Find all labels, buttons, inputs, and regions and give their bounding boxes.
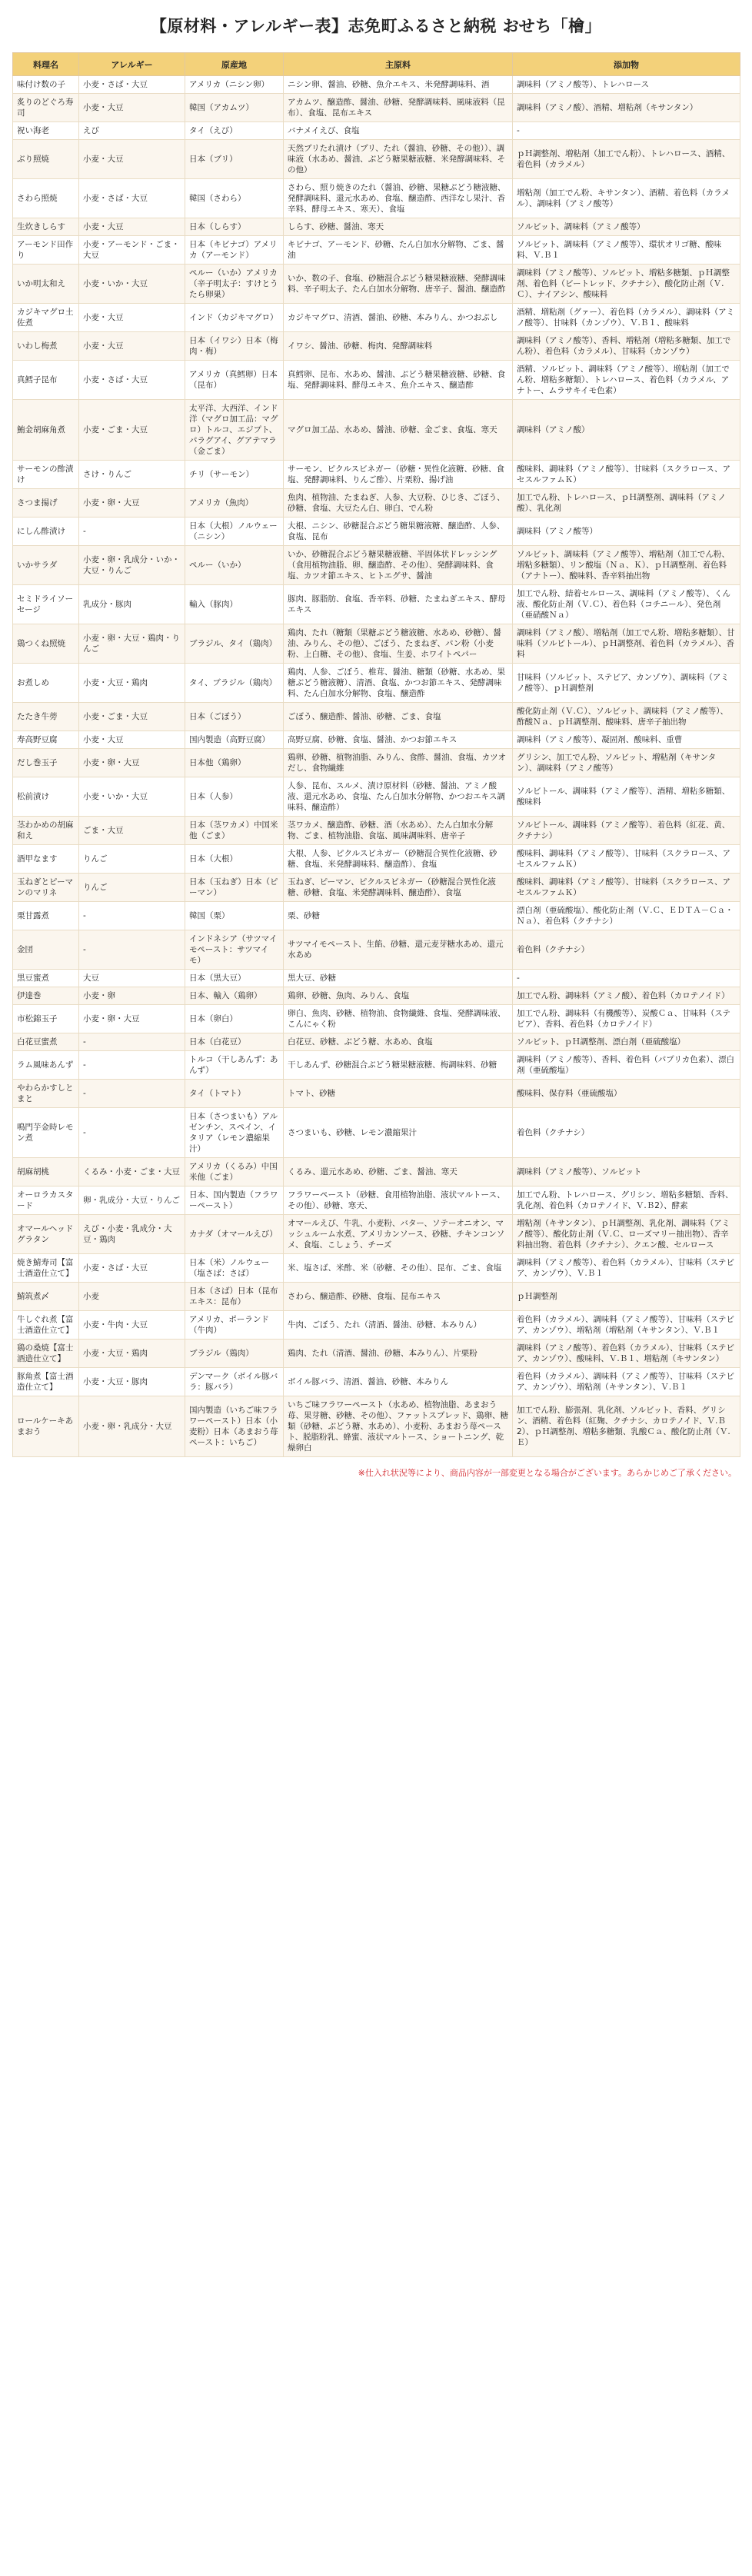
allergens-cell: 小麦・大豆 — [79, 332, 185, 361]
main-ingredients-cell: 高野豆腐、砂糖、食塩、醤油、かつお節エキス — [284, 731, 513, 749]
additives-cell: ソルビット、ｐＨ調整剤、漂白剤（亜硫酸塩） — [513, 1033, 740, 1051]
allergens-cell: 小麦・卵・大豆 — [79, 489, 185, 518]
main-ingredients-cell: 黒大豆、砂糖 — [284, 970, 513, 987]
main-ingredients-cell: 栗、砂糖 — [284, 902, 513, 930]
dish-name-cell: 伊達巻 — [13, 987, 79, 1005]
main-ingredients-cell: 鶏肉、たれ（糖類（果糖ぶどう糖液糖、水あめ、砂糖）、醤油、みりん、その他）、ごぼう、たまねぎ、パン粉（小麦粉、上白糖、その他）、食塩、生姜、ホワイトペパー — [284, 624, 513, 664]
additives-cell: 調味料（アミノ酸） — [513, 400, 740, 461]
additives-cell: 加工でん粉、調味料（有機酸等）、炭酸Ｃａ、甘味料（ステビア）、香料、着色料（カロテノイド） — [513, 1005, 740, 1033]
table-row — [13, 332, 740, 361]
additives-cell: 着色料（クチナシ） — [513, 930, 740, 970]
table-row — [13, 1368, 740, 1396]
additives-cell: 調味料（アミノ酸等）、着色料（カラメル）、甘味料（ステビア、カンゾウ）、Ｖ.Ｂ１ — [513, 1254, 740, 1283]
table-row — [13, 987, 740, 1005]
table-row — [13, 140, 740, 179]
origin-cell: アメリカ（魚肉） — [185, 489, 284, 518]
dish-name-cell: さわら照焼 — [13, 179, 79, 218]
table-body — [13, 76, 740, 1457]
allergens-cell: 小麦・さば・大豆 — [79, 76, 185, 94]
main-ingredients-cell: 鶏卵、砂糖、魚肉、みりん、食塩 — [284, 987, 513, 1005]
table-row — [13, 236, 740, 265]
table-row — [13, 1108, 740, 1158]
main-ingredients-cell: フラワーペースト（砂糖、食用植物油脂、液状マルトース、その他）、砂糖、寒天、 — [284, 1186, 513, 1215]
main-ingredients-cell: さつまいも、砂糖、レモン濃縮果汁 — [284, 1108, 513, 1158]
table-row — [13, 122, 740, 140]
header-main-ingredients: 主原料 — [284, 53, 513, 76]
allergens-cell: 小麦・大豆 — [79, 731, 185, 749]
additives-cell: ソルビット、調味料（アミノ酸等）、増粘剤（加工でん粉、増粘多糖類）、リン酸塩（Ｎａ、Ｋ）、ｐＨ調整剤、着色料（アナトー）、酸味料、香辛料抽出物 — [513, 546, 740, 585]
main-ingredients-cell: 豚肉、豚脂肪、食塩、香辛料、砂糖、たまねぎエキス、酵母エキス — [284, 585, 513, 624]
additives-cell: 漂白剤（亜硫酸塩）、酸化防止剤（Ｖ.Ｃ、ＥＤＴＡ－Ｃａ・Ｎａ）、着色料（クチナシ） — [513, 902, 740, 930]
main-ingredients-cell: キビナゴ、アーモンド、砂糖、たん白加水分解物、ごま、醤油 — [284, 236, 513, 265]
origin-cell: 韓国（アカムツ） — [185, 94, 284, 122]
allergens-cell: 小麦・ごま・大豆 — [79, 703, 185, 731]
allergens-cell: 小麦・大豆 — [79, 304, 185, 332]
main-ingredients-cell: トマト、砂糖 — [284, 1080, 513, 1108]
dish-name-cell: 焼き鯖寿司【富士酒造仕立て】 — [13, 1254, 79, 1283]
main-ingredients-cell: 卵白、魚肉、砂糖、植物油、食物繊維、食塩、発酵調味液、こんにゃく粉 — [284, 1005, 513, 1033]
origin-cell: インド（カジキマグロ） — [185, 304, 284, 332]
table-row — [13, 1283, 740, 1311]
additives-cell: ソルビトール、調味料（アミノ酸等）、着色料（紅花、黄、クチナシ） — [513, 817, 740, 845]
origin-cell: チリ（サーモン） — [185, 461, 284, 489]
main-ingredients-cell: 米、塩さば、米酢、米（砂糖、その他）、昆布、ごま、食塩 — [284, 1254, 513, 1283]
main-ingredients-cell: オマールえび、牛乳、小麦粉、バター、ソテーオニオン、マッシュルーム水煮、アメリカンソース、砂糖、チキンコンソメ、食塩、こしょう、チーズ — [284, 1215, 513, 1254]
main-ingredients-cell: 大根、人参、ピクルスビネガー（砂糖混合異性化液糖、砂糖、食塩、米発酵調味料、醸造酢）、食塩 — [284, 845, 513, 874]
main-ingredients-cell: 大根、ニシン、砂糖混合ぶどう糖果糖液糖、醸造酢、人参、食塩、昆布 — [284, 518, 513, 546]
additives-cell: 調味料（アミノ酸等）、ソルビット — [513, 1158, 740, 1186]
origin-cell: 日本（さば）日本（昆布エキス：昆布） — [185, 1283, 284, 1311]
table-row — [13, 1186, 740, 1215]
allergen-table — [12, 52, 740, 1457]
table-row — [13, 703, 740, 731]
header-additives: 添加物 — [513, 53, 740, 76]
additives-cell: - — [513, 970, 740, 987]
main-ingredients-cell: カジキマグロ、清酒、醤油、砂糖、本みりん、かつおぶし — [284, 304, 513, 332]
additives-cell: 酒精、ソルビット、調味料（アミノ酸等）、増粘剤（加工でん粉、増粘多糖類）、トレハロース、着色料（カラメル、アナトー、ムラサキイモ色素） — [513, 361, 740, 400]
table-row — [13, 845, 740, 874]
allergens-cell: 小麦・大豆・豚肉 — [79, 1368, 185, 1396]
disclaimer-note: ※仕入れ状況等により、商品内容が一部変更となる場合がございます。あらかじめご了承ください。 — [358, 1468, 737, 1478]
table-row — [13, 1396, 740, 1457]
table-row — [13, 817, 740, 845]
dish-name-cell: 炙りのどぐろ寿司 — [13, 94, 79, 122]
main-ingredients-cell: 人参、昆布、スルメ、漬け原材料（砂糖、醤油、アミノ酸液、還元水あめ、食塩、たん白加水分解物、かつおエキス調味料、醸造酢） — [284, 777, 513, 817]
allergens-cell: 小麦・卵・大豆 — [79, 1005, 185, 1033]
main-ingredients-cell: バナメイえび、食塩 — [284, 122, 513, 140]
table-row — [13, 361, 740, 400]
allergens-cell: 小麦・大豆 — [79, 140, 185, 179]
allergens-cell: 小麦・アーモンド・ごま・大豆 — [79, 236, 185, 265]
main-ingredients-cell: いか、砂糖混合ぶどう糖果糖液糖、半固体状ドレッシング（食用植物油脂、卵、醸造酢、その他）、発酵調味料、食塩、カツオ節エキス、ヒトエグサ、醤油 — [284, 546, 513, 585]
allergens-cell: 小麦・ごま・大豆 — [79, 400, 185, 461]
header-dish-name: 料理名 — [13, 53, 79, 76]
table-row — [13, 749, 740, 777]
table-row — [13, 1340, 740, 1368]
dish-name-cell: 鳴門芋金時レモン煮 — [13, 1108, 79, 1158]
additives-cell: 酸味料、調味料（アミノ酸等）、甘味料（スクラロース、アセスルファムＫ） — [513, 461, 740, 489]
origin-cell: 日本（黒大豆） — [185, 970, 284, 987]
main-ingredients-cell: 鶏卵、砂糖、植物油脂、みりん、食酢、醤油、食塩、カツオだし、食物繊維 — [284, 749, 513, 777]
table-row — [13, 1158, 740, 1186]
allergens-cell: くるみ・小麦・ごま・大豆 — [79, 1158, 185, 1186]
additives-cell: 加工でん粉、結着セルロース、調味料（アミノ酸等）、くん液、酸化防止剤（Ｖ.Ｃ）、着色料（コチニール）、発色剤（亜硝酸Ｎａ） — [513, 585, 740, 624]
dish-name-cell: 松前漬け — [13, 777, 79, 817]
dish-name-cell: 胡麻胡桃 — [13, 1158, 79, 1186]
origin-cell: 日本（卵白） — [185, 1005, 284, 1033]
origin-cell: 日本（ごぼう） — [185, 703, 284, 731]
table-row — [13, 1080, 740, 1108]
table-row — [13, 1215, 740, 1254]
table-row — [13, 1051, 740, 1080]
origin-cell: ペルー（いか） — [185, 546, 284, 585]
origin-cell: 日本（しらす） — [185, 218, 284, 236]
dish-name-cell: にしん酢漬け — [13, 518, 79, 546]
dish-name-cell: オマールヘッドグラタン — [13, 1215, 79, 1254]
allergens-cell: - — [79, 1108, 185, 1158]
dish-name-cell: 寿高野豆腐 — [13, 731, 79, 749]
origin-cell: タイ（トマト） — [185, 1080, 284, 1108]
origin-cell: 日本、国内製造（フラワーペースト） — [185, 1186, 284, 1215]
dish-name-cell: サーモンの酢漬け — [13, 461, 79, 489]
dish-name-cell: カジキマグロ土佐煮 — [13, 304, 79, 332]
additives-cell: 調味料（アミノ酸等）、トレハロース — [513, 76, 740, 94]
dish-name-cell: 金団 — [13, 930, 79, 970]
main-ingredients-cell: 魚肉、植物油、たまねぎ、人参、大豆粉、ひじき、ごぼう、砂糖、食塩、大豆たん白、卵白、でん粉 — [284, 489, 513, 518]
main-ingredients-cell: サーモン、ピクルスビネガー（砂糖・異性化液糖、砂糖、食塩、発酵調味料、りんご酢）、片栗粉、揚げ油 — [284, 461, 513, 489]
dish-name-cell: 味付け数の子 — [13, 76, 79, 94]
dish-name-cell: ラム風味あんず — [13, 1051, 79, 1080]
dish-name-cell: いかサラダ — [13, 546, 79, 585]
dish-name-cell: たたき牛蒡 — [13, 703, 79, 731]
allergens-cell: 小麦・卵・乳成分・いか・大豆・りんご — [79, 546, 185, 585]
origin-cell: アメリカ（真鱈卵）日本（昆布） — [185, 361, 284, 400]
origin-cell: カナダ（オマールえび） — [185, 1215, 284, 1254]
table-row — [13, 265, 740, 304]
additives-cell: 調味料（アミノ酸等）、凝固剤、酸味料、重曹 — [513, 731, 740, 749]
origin-cell: 韓国（栗） — [185, 902, 284, 930]
allergens-cell: - — [79, 1080, 185, 1108]
additives-cell: 加工でん粉、トレハロース、グリシン、増粘多糖類、香料、乳化剤、着色料（カロテノイド、Ｖ.Ｂ2）、酵素 — [513, 1186, 740, 1215]
main-ingredients-cell: ニシン卵、醤油、砂糖、魚介エキス、米発酵調味料、酒 — [284, 76, 513, 94]
table-row — [13, 546, 740, 585]
additives-cell: 調味料（アミノ酸等）、着色料（カラメル）、甘味料（ステビア、カンゾウ）、酸味料、Ｖ.Ｂ１、増粘剤（キサンタン） — [513, 1340, 740, 1368]
allergens-cell: 乳成分・豚肉 — [79, 585, 185, 624]
table-row — [13, 518, 740, 546]
table-row — [13, 400, 740, 461]
origin-cell: 日本（人参） — [185, 777, 284, 817]
allergens-cell: 小麦・卵・乳成分・大豆 — [79, 1396, 185, 1457]
dish-name-cell: 茎わかめの胡麻和え — [13, 817, 79, 845]
dish-name-cell: ロールケーキあまおう — [13, 1396, 79, 1457]
additives-cell: 酸味料、調味料（アミノ酸等）、甘味料（スクラロース、アセスルファムＫ） — [513, 874, 740, 902]
origin-cell: タイ、ブラジル（鶏肉） — [185, 664, 284, 703]
dish-name-cell: 鮪金胡麻角煮 — [13, 400, 79, 461]
table-row — [13, 624, 740, 664]
dish-name-cell: ぶり照焼 — [13, 140, 79, 179]
main-ingredients-cell: 干しあんず、砂糖混合ぶどう糖果糖液糖、梅調味料、砂糖 — [284, 1051, 513, 1080]
additives-cell: ｐＨ調整剤、増粘剤（加工でん粉）、トレハロース、酒精、着色料（カラメル） — [513, 140, 740, 179]
origin-cell: ブラジル、タイ（鶏肉） — [185, 624, 284, 664]
allergens-cell: 小麦・卵 — [79, 987, 185, 1005]
additives-cell: 着色料（クチナシ） — [513, 1108, 740, 1158]
additives-cell: 酸味料、保存料（亜硫酸塩） — [513, 1080, 740, 1108]
table-row — [13, 94, 740, 122]
dish-name-cell: セミドライソーセージ — [13, 585, 79, 624]
main-ingredients-cell: いちご味フラワーペースト（水あめ、植物油脂、あまおう苺、果芽糖、砂糖、その他）、ファットスプレッド、鶏卵、糖類（砂糖、ぶどう糖、水あめ）、小麦粉、あまおう苺ペースト、脱脂粉乳、蜂蜜、液状マルトース、ショートニング、乾燥卵白 — [284, 1396, 513, 1457]
origin-cell: 日本（白花豆） — [185, 1033, 284, 1051]
allergens-cell: 小麦・卵・大豆 — [79, 749, 185, 777]
origin-cell: 日本（茎ワカメ）中国米他（ごま） — [185, 817, 284, 845]
additives-cell: 調味料（アミノ酸等）、香料、増粘剤（増粘多糖類、加工でん粉）、着色料（カラメル）、甘味料（カンゾウ） — [513, 332, 740, 361]
table-row — [13, 585, 740, 624]
additives-cell: 加工でん粉、調味料（アミノ酸）、着色料（カロテノイド） — [513, 987, 740, 1005]
origin-cell: トルコ（干しあんず：あんず） — [185, 1051, 284, 1080]
dish-name-cell: 鶏の桑焼【富士酒造仕立て】 — [13, 1340, 79, 1368]
dish-name-cell: 酒甲なます — [13, 845, 79, 874]
table-row — [13, 1033, 740, 1051]
allergens-cell: えび — [79, 122, 185, 140]
allergens-cell: - — [79, 902, 185, 930]
additives-cell: グリシン、加工でん粉、ソルビット、増粘剤（キサンタン）、調味料（アミノ酸等） — [513, 749, 740, 777]
allergens-cell: りんご — [79, 874, 185, 902]
additives-cell: ソルビット、調味料（アミノ酸等）、環状オリゴ糖、酸味料、Ｖ.Ｂ１ — [513, 236, 740, 265]
dish-name-cell: だし巻玉子 — [13, 749, 79, 777]
table-row — [13, 1254, 740, 1283]
allergens-cell: - — [79, 518, 185, 546]
table-row — [13, 461, 740, 489]
dish-name-cell: 鶏つくね照焼 — [13, 624, 79, 664]
allergens-cell: えび・小麦・乳成分・大豆・鶏肉 — [79, 1215, 185, 1254]
additives-cell: 調味料（アミノ酸等）、ソルビット、増粘多糖類、ｐＨ調整剤、着色料（ビートレッド、クチナシ）、酸化防止剤（Ｖ.Ｃ）、ナイアシン、酸味料 — [513, 265, 740, 304]
additives-cell: 調味料（アミノ酸等） — [513, 518, 740, 546]
additives-cell: ソルビトール、調味料（アミノ酸等）、酒精、増粘多糖類、酸味料 — [513, 777, 740, 817]
origin-cell: 国内製造（高野豆腐） — [185, 731, 284, 749]
allergens-cell: - — [79, 1033, 185, 1051]
table-row — [13, 489, 740, 518]
allergens-cell: 小麦・大豆・鶏肉 — [79, 664, 185, 703]
main-ingredients-cell: 天然ブリたれ漬け（ブリ、たれ（醤油、砂糖、その他））、調味液（水あめ、醤油、ぶどう糖果糖液糖、米発酵調味料、その他） — [284, 140, 513, 179]
main-ingredients-cell: 玉ねぎ、ピーマン、ピクルスビネガー（砂糖混合異性化液糖、砂糖、食塩、米発酵調味料、醸造酢）、食塩 — [284, 874, 513, 902]
table-row — [13, 930, 740, 970]
allergens-cell: りんご — [79, 845, 185, 874]
additives-cell: 調味料（アミノ酸）、増粘剤（加工でん粉、増粘多糖類）、甘味料（ソルビトール）、ｐＨ調整剤、着色料（カラメル）、香料 — [513, 624, 740, 664]
main-ingredients-cell: しらす、砂糖、醤油、寒天 — [284, 218, 513, 236]
additives-cell: 増粘剤（キサンタン）、ｐＨ調整剤、乳化剤、調味料（アミノ酸等）、酸化防止剤（Ｖ.Ｃ、ローズマリー抽出物）、香辛料抽出物、着色料（クチナシ）、クエン酸、セルロース — [513, 1215, 740, 1254]
origin-cell: 日本（大根） — [185, 845, 284, 874]
additives-cell: 着色料（カラメル）、調味料（アミノ酸等）、甘味料（ステビア、カンゾウ）、増粘剤（増粘剤（キサンタン）、Ｖ.Ｂ１ — [513, 1311, 740, 1340]
table-row — [13, 76, 740, 94]
table-row — [13, 1005, 740, 1033]
origin-cell: 日本（さつまいも）アルゼンチン、スペイン、イタリア（レモン濃縮果汁） — [185, 1108, 284, 1158]
origin-cell: インドネシア（サツマイモペースト：サツマイモ） — [185, 930, 284, 970]
allergens-cell: 小麦・さば・大豆 — [79, 179, 185, 218]
origin-cell: 太平洋、大西洋、インド洋（マグロ加工品：マグロ）トルコ、エジプト、パラグアイ、グアテマラ（金ごま） — [185, 400, 284, 461]
table-row — [13, 218, 740, 236]
additives-cell: - — [513, 122, 740, 140]
main-ingredients-cell: ごぼう、醸造酢、醤油、砂糖、ごま、食塩 — [284, 703, 513, 731]
allergens-cell: 小麦・大豆 — [79, 218, 185, 236]
origin-cell: アメリカ、ポーランド（牛肉） — [185, 1311, 284, 1340]
origin-cell: 韓国（さわら） — [185, 179, 284, 218]
main-ingredients-cell: いか、数の子、食塩、砂糖混合ぶどう糖果糖液糖、発酵調味料、辛子明太子、たん白加水分解物、唐辛子、醤油、醸造酢 — [284, 265, 513, 304]
dish-name-cell: 黒豆蜜煮 — [13, 970, 79, 987]
table-header — [13, 53, 740, 76]
origin-cell: アメリカ（くるみ）中国米他（ごま） — [185, 1158, 284, 1186]
table-row — [13, 970, 740, 987]
dish-name-cell: 牛しぐれ煮【富士酒造仕立て】 — [13, 1311, 79, 1340]
allergens-cell: 小麦・さば・大豆 — [79, 1254, 185, 1283]
origin-cell: 日本（キビナゴ）アメリカ（アーモンド） — [185, 236, 284, 265]
additives-cell: 酸味料、調味料（アミノ酸等）、甘味料（スクラロース、アセスルファムＫ） — [513, 845, 740, 874]
allergens-cell: 小麦・さば・大豆 — [79, 361, 185, 400]
origin-cell: 日本（ブリ） — [185, 140, 284, 179]
table-row — [13, 731, 740, 749]
allergens-cell: 小麦・いか・大豆 — [79, 265, 185, 304]
dish-name-cell: いわし梅煮 — [13, 332, 79, 361]
allergens-cell: 小麦・いか・大豆 — [79, 777, 185, 817]
allergens-cell: 大豆 — [79, 970, 185, 987]
additives-cell: 調味料（アミノ酸等）、香料、着色料（パプリカ色素）、漂白剤（亜硫酸塩） — [513, 1051, 740, 1080]
dish-name-cell: 鯖筑煮〆 — [13, 1283, 79, 1311]
main-ingredients-cell: さわら、醸造酢、砂糖、食塩、昆布エキス — [284, 1283, 513, 1311]
origin-cell: デンマーク（ボイル豚バラ：豚バラ） — [185, 1368, 284, 1396]
dish-name-cell: さつま揚げ — [13, 489, 79, 518]
dish-name-cell: 栗甘露煮 — [13, 902, 79, 930]
allergens-cell: さけ・りんご — [79, 461, 185, 489]
main-ingredients-cell: ボイル豚バラ、清酒、醤油、砂糖、本みりん — [284, 1368, 513, 1396]
allergens-cell: 小麦 — [79, 1283, 185, 1311]
table-row — [13, 874, 740, 902]
additives-cell: 酸化防止剤（Ｖ.Ｃ）、ソルビット、調味料（アミノ酸等）、酢酸Ｎａ、ｐＨ調整剤、酸味料、唐辛子抽出物 — [513, 703, 740, 731]
additives-cell: 着色料（カラメル）、調味料（アミノ酸等）、甘味料（ステビア、カンゾウ）、増粘剤（キサンタン）、Ｖ.Ｂ１ — [513, 1368, 740, 1396]
allergens-cell: 小麦・卵・大豆・鶏肉・りんご — [79, 624, 185, 664]
main-ingredients-cell: 真鱈卵、昆布、水あめ、醤油、ぶどう糖果糖液糖、砂糖、食塩、発酵調味料、酵母エキス、魚介エキス、醸造酢 — [284, 361, 513, 400]
additives-cell: 加工でん粉、膨張剤、乳化剤、ソルビット、香料、グリシン、酒精、着色料（紅麹、クチナシ、カロテノイド、Ｖ.Ｂ2）、ｐＨ調整剤、増粘多糖類、乳酸Ｃａ、酸化防止剤（Ｖ.Ｅ） — [513, 1396, 740, 1457]
document-title: 【原材料・アレルギー表】志免町ふるさと納税 おせち「檜」 — [150, 17, 602, 35]
additives-cell: 加工でん粉、トレハロース、ｐＨ調整剤、調味料（アミノ酸）、乳化剤 — [513, 489, 740, 518]
header-origin: 原産地 — [185, 53, 284, 76]
dish-name-cell: いか明太和え — [13, 265, 79, 304]
allergens-cell: - — [79, 930, 185, 970]
dish-name-cell: アーモンド田作り — [13, 236, 79, 265]
dish-name-cell: お煮しめ — [13, 664, 79, 703]
header-allergens: アレルギー — [79, 53, 185, 76]
additives-cell: 調味料（アミノ酸）、酒精、増粘剤（キサンタン） — [513, 94, 740, 122]
dish-name-cell: 生炊きしらす — [13, 218, 79, 236]
dish-name-cell: 玉ねぎとピーマンのマリネ — [13, 874, 79, 902]
allergens-cell: - — [79, 1051, 185, 1080]
additives-cell: ｐＨ調整剤 — [513, 1283, 740, 1311]
table-row — [13, 304, 740, 332]
additives-cell: 甘味料（ソルビット、ステビア、カンゾウ）、調味料（アミノ酸等）、ｐＨ調整剤 — [513, 664, 740, 703]
origin-cell: ペルー（いか）アメリカ（辛子明太子：すけとうたら卵巣） — [185, 265, 284, 304]
allergens-cell: 小麦・大豆 — [79, 94, 185, 122]
main-ingredients-cell: イワシ、醤油、砂糖、梅肉、発酵調味料 — [284, 332, 513, 361]
origin-cell: 日本（米）ノルウェー（塩さば：さば） — [185, 1254, 284, 1283]
main-ingredients-cell: サツマイモペースト、生餡、砂糖、還元麦芽糖水あめ、還元水あめ — [284, 930, 513, 970]
origin-cell: 日本（イワシ）日本（梅肉・梅） — [185, 332, 284, 361]
main-ingredients-cell: くるみ、還元水あめ、砂糖、ごま、醤油、寒天 — [284, 1158, 513, 1186]
main-ingredients-cell: アカムツ、醸造酢、醤油、砂糖、発酵調味料、風味液料（昆布）、食塩、昆布エキス — [284, 94, 513, 122]
header-row — [13, 53, 740, 76]
table-row — [13, 179, 740, 218]
dish-name-cell: やわらかすしとまと — [13, 1080, 79, 1108]
allergens-cell: 小麦・牛肉・大豆 — [79, 1311, 185, 1340]
dish-name-cell: 祝い海老 — [13, 122, 79, 140]
table-row — [13, 1311, 740, 1340]
additives-cell: 酒精、増粘剤（グァー）、着色料（カラメル）、調味料（アミノ酸等）、甘味料（カンゾウ）、Ｖ.Ｂ１、酸味料 — [513, 304, 740, 332]
allergens-cell: 小麦・大豆・鶏肉 — [79, 1340, 185, 1368]
main-ingredients-cell: さわら、照り焼きのたれ（醤油、砂糖、果糖ぶどう糖液糖、発酵調味料、還元水あめ、食塩、醸造酢、西洋なし果汁、香辛料、酵母エキス、寒天）、食塩 — [284, 179, 513, 218]
main-ingredients-cell: 鶏肉、人参、ごぼう、椎茸、醤油、糖類（砂糖、水あめ、果糖ぶどう糖液糖）、清酒、食塩、かつお節エキス、発酵調味料、たん白加水分解物、食塩、醸造酢 — [284, 664, 513, 703]
allergens-cell: ごま・大豆 — [79, 817, 185, 845]
main-ingredients-cell: マグロ加工品、水あめ、醤油、砂糖、金ごま、食塩、寒天 — [284, 400, 513, 461]
origin-cell: アメリカ（ニシン卵） — [185, 76, 284, 94]
main-ingredients-cell: 牛肉、ごぼう、たれ（清酒、醤油、砂糖、本みりん） — [284, 1311, 513, 1340]
dish-name-cell: 真鱈子昆布 — [13, 361, 79, 400]
table-row — [13, 664, 740, 703]
allergens-cell: 卵・乳成分・大豆・りんご — [79, 1186, 185, 1215]
main-ingredients-cell: 茎ワカメ、醸造酢、砂糖、酒（水あめ）、たん白加水分解物、ごま、植物油脂、食塩、風味調味料、唐辛子 — [284, 817, 513, 845]
origin-cell: 日本（玉ねぎ）日本（ピーマン） — [185, 874, 284, 902]
dish-name-cell: オーロラカスタード — [13, 1186, 79, 1215]
origin-cell: 日本、輸入（鶏卵） — [185, 987, 284, 1005]
dish-name-cell: 豚角煮【富士酒造仕立て】 — [13, 1368, 79, 1396]
table-row — [13, 777, 740, 817]
origin-cell: 国内製造（いちご味フラワーペースト）日本（小麦粉）日本（あまおう苺ペースト：いちご） — [185, 1396, 284, 1457]
origin-cell: タイ（えび） — [185, 122, 284, 140]
dish-name-cell: 市松錦玉子 — [13, 1005, 79, 1033]
main-ingredients-cell: 鶏肉、たれ（清酒、醤油、砂糖、本みりん）、片栗粉 — [284, 1340, 513, 1368]
main-ingredients-cell: 白花豆、砂糖、ぶどう糖、水あめ、食塩 — [284, 1033, 513, 1051]
additives-cell: ソルビット、調味料（アミノ酸等） — [513, 218, 740, 236]
origin-cell: 輸入（豚肉） — [185, 585, 284, 624]
table-row — [13, 902, 740, 930]
origin-cell: 日本（大根）ノルウェー（ニシン） — [185, 518, 284, 546]
origin-cell: ブラジル（鶏肉） — [185, 1340, 284, 1368]
origin-cell: 日本他（鶏卵） — [185, 749, 284, 777]
additives-cell: 増粘剤（加工でん粉、キサンタン）、酒精、着色料（カラメル）、調味料（アミノ酸等） — [513, 179, 740, 218]
dish-name-cell: 白花豆蜜煮 — [13, 1033, 79, 1051]
